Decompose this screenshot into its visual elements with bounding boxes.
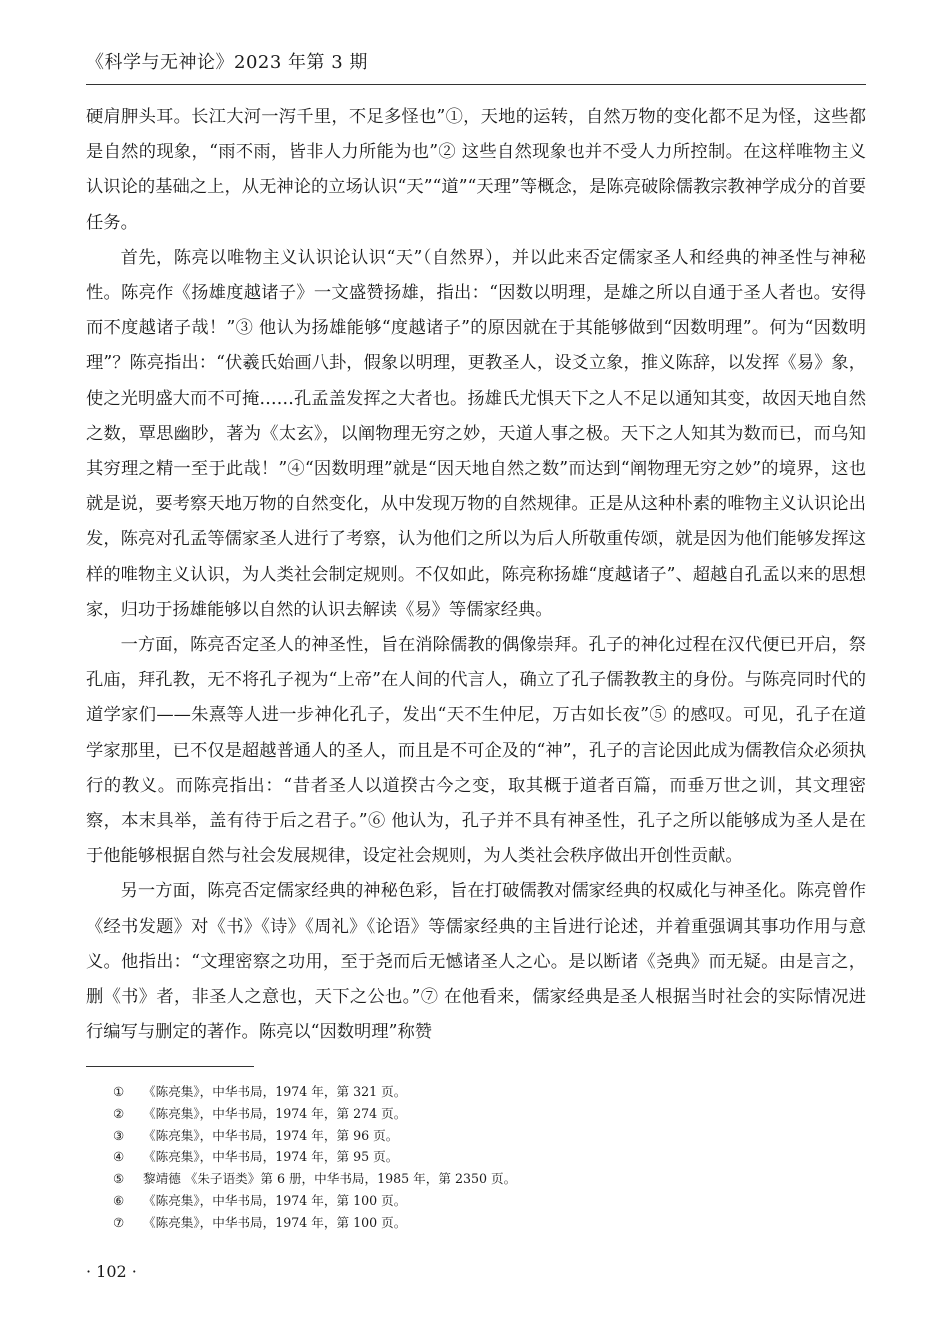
footnote-mark: ③ <box>113 1127 125 1143</box>
footnote <box>113 1190 853 1212</box>
footnote <box>113 1212 853 1234</box>
footnote-mark: ⑥ <box>113 1192 125 1208</box>
running-header: 《科学与无神论》2023 年第 3 期 <box>86 52 368 73</box>
footnote-text: 《陈亮集》，中华书局，1974 年，第 100 页。 <box>143 1192 407 1208</box>
body-text <box>86 100 866 1050</box>
footnote <box>113 1081 853 1103</box>
footnote-text: 黎靖德 《朱子语类》第 6 册，中华书局，1985 年，第 2350 页。 <box>143 1171 517 1187</box>
footnote <box>113 1146 853 1168</box>
paragraph: 首先，陈亮以唯物主义认识论认识“天”（自然界），并以此来否定儒家圣人和经典的神圣性与神秘性。陈亮作《扬雄度越诸子》一文盛赞扬雄，指出：“因数以明理，是雄之所以自通于圣人者也。安得而不度越诸子哉！”③ 他认为扬雄能够“度越诸子”的原因就在于其能够做到“因数明理”。何为“因数明理”？陈亮指出：“伏羲氏始画八卦，假象以明理，更教圣人，设爻立象，推义陈辞，以发挥《易》象，使之光明盛大而不可掩……孔孟盖发挥之大者也。扬雄氏尤惧天下之人不足以通知其变，故因天地自然之数，覃思幽眇，著为《太玄》，以阐物理无穷之妙，天道人事之极。天下之人知其为数而已，而乌知其穷理之精一至于此哉！”④“因数明理”就是“因天地自然之数”而达到“阐物理无穷之妙”的境界，这也就是说，要考察天地万物的自然变化，从中发现万物的自然规律。正是从这种朴素的唯物主义认识论出发，陈亮对孔孟等儒家圣人进行了考察，认为他们之所以为后人所敬重传颂，就是因为他们能够发挥这样的唯物主义认识，为人类社会制定规则。不仅如此，陈亮称扬雄“度越诸子”、超越自孔孟以来的思想家，归功于扬雄能够以自然的认识去解读《易》等儒家经典。 <box>86 247 866 620</box>
footnote-divider <box>86 1066 254 1067</box>
footnote-mark: ① <box>113 1084 125 1099</box>
paragraph-continued: 硬肩胛头耳。长江大河一泻千里，不足多怪也”①，天地的运转，自然万物的变化都不足为怪，这些都是自然的现象，“雨不雨，皆非人力所能为也”② 这些自然现象也并不受人力所控制。在这样唯物主义认识论的基础之上，从无神论的立场认识“天”“道”“天理”等概念，是陈亮破除儒教宗教神学成分的首要任务。 <box>86 107 866 233</box>
footnote-mark: ⑦ <box>113 1214 125 1230</box>
footnote-text: 《陈亮集》，中华书局，1974 年，第 100 页。 <box>143 1214 407 1230</box>
header-divider <box>86 84 866 85</box>
footnote-mark: ⑤ <box>113 1171 125 1187</box>
footnote-text: 《陈亮集》，中华书局，1974 年，第 96 页。 <box>143 1127 399 1143</box>
footnote <box>113 1125 853 1147</box>
footnote-text: 《陈亮集》，中华书局，1974 年，第 95 页。 <box>143 1149 399 1165</box>
footnotes <box>113 1081 853 1234</box>
paragraph: 一方面，陈亮否定圣人的神圣性，旨在消除儒教的偶像崇拜。孔子的神化过程在汉代便已开启，祭孔庙，拜孔教，无不将孔子视为“上帝”在人间的代言人，确立了孔子儒教教主的身份。与陈亮同时代的道学家们——朱熹等人进一步神化孔子，发出“天不生仲尼，万古如长夜”⑤ 的感叹。可见，孔子在道学家那里，已不仅是超越普通人的圣人，而且是不可企及的“神”，孔子的言论因此成为儒教信众必须执行的教义。而陈亮指出：“昔者圣人以道揆古今之变，取其概于道者百篇，而垂万世之训，其文理密察，本末具举，盖有待于后之君子。”⑥ 他认为，孔子并不具有神圣性，孔子之所以能够成为圣人是在于他能够根据自然与社会发展规律，设定社会规则，为人类社会秩序做出开创性贡献。 <box>86 635 866 867</box>
footnote-text: 《陈亮集》，中华书局，1974 年，第 321 页。 <box>143 1084 407 1099</box>
footnote-mark: ② <box>113 1105 125 1121</box>
footnote <box>113 1168 853 1190</box>
footnote <box>113 1103 853 1125</box>
paragraph: 另一方面，陈亮否定儒家经典的神秘色彩，旨在打破儒教对儒家经典的权威化与神圣化。陈亮曾作《经书发题》对《书》《诗》《周礼》《论语》等儒家经典的主旨进行论述，并着重强调其事功作用与意义。他指出：“文理密察之功用，至于尧而后无憾诸圣人之心。是以断诸《尧典》而无疑。由是言之，删《书》者，非圣人之意也，天下之公也。”⑦ 在他看来，儒家经典是圣人根据当时社会的实际情况进行编写与删定的著作。陈亮以“因数明理”称赞 <box>86 881 866 1043</box>
page-number: · 102 · <box>86 1262 137 1281</box>
footnote-text: 《陈亮集》，中华书局，1974 年，第 274 页。 <box>143 1105 407 1121</box>
footnote-mark: ④ <box>113 1149 125 1165</box>
